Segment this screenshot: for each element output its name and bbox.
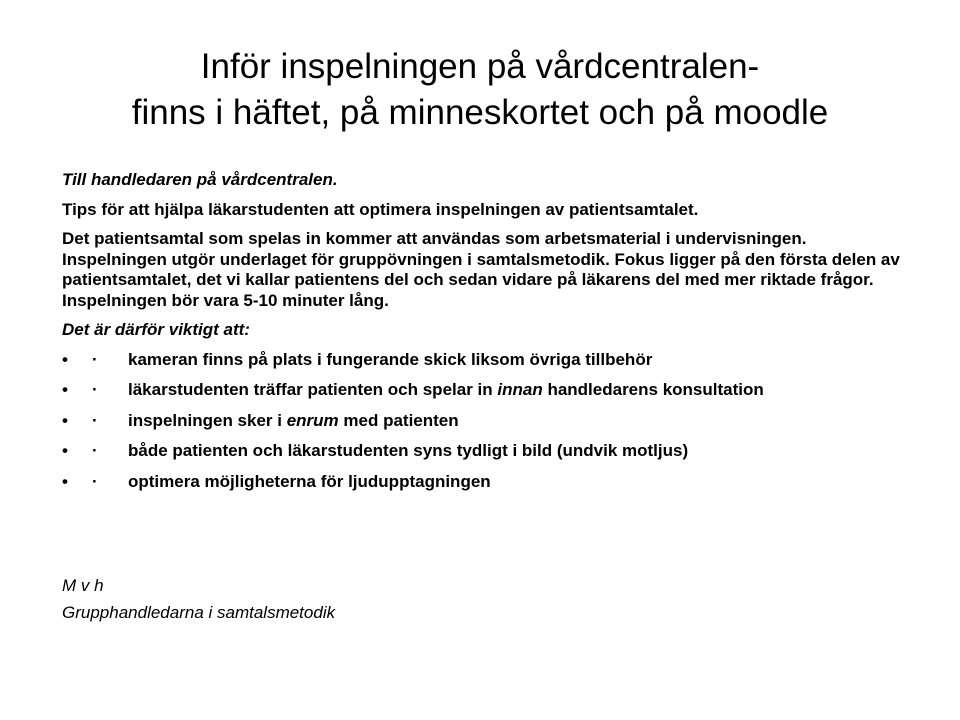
checklist-emphasis: enrum — [286, 410, 339, 430]
signoff — [62, 574, 335, 628]
important-heading: Det är därför viktigt att: — [62, 320, 250, 339]
signoff-signature: Grupphandledarna i samtalsmetodik — [62, 603, 336, 622]
checklist-emphasis: innan — [497, 380, 543, 399]
checklist-text: optimera möjligheterna för ljudupptagningen — [128, 471, 491, 491]
title-line-1: Inför inspelningen på vårdcentralen- — [200, 47, 760, 86]
slide-title — [60, 44, 900, 136]
checklist-text-end: med patienten — [338, 410, 459, 430]
intro-paragraph: Det patientsamtal som spelas in kommer att användas som arbetsmaterial i undervisningen. Inspelningen utgör underlaget för gruppövningen i samtalsmetodik. Fokus ligger på den första delen av patientsamtalet, det vi kallar patientens del och sedan vidare på läkarens del med mer riktade frågor. Inspelningen bör vara 5-10 minuter lång. — [62, 229, 900, 310]
bullet-icon: • — [62, 410, 68, 430]
title-line-2: finns i häftet, på minneskortet och på moodle — [131, 93, 829, 132]
checklist-item — [62, 472, 912, 493]
slide-body — [62, 170, 912, 502]
checklist-item — [62, 441, 912, 462]
inner-bullet-icon: · — [92, 471, 98, 491]
checklist — [62, 350, 912, 493]
inner-bullet-icon: · — [92, 380, 98, 399]
tips-text: Tips för att hjälpa läkarstudenten att optimera inspelningen av patientsamtalet. — [62, 199, 699, 219]
checklist-item — [62, 380, 912, 401]
checklist-item — [62, 350, 912, 371]
checklist-text: kameran finns på plats i fungerande skick liksom övriga tillbehör — [128, 349, 653, 369]
bullet-icon: • — [62, 471, 68, 491]
greeting-text: Till handledaren på vårdcentralen. — [62, 170, 338, 189]
signoff-greeting: M v h — [62, 576, 104, 595]
inner-bullet-icon: · — [92, 441, 98, 460]
bullet-icon: • — [62, 441, 68, 460]
inner-bullet-icon: · — [92, 410, 98, 430]
checklist-text: både patienten och läkarstudenten syns tydligt i bild (undvik motljus) — [128, 441, 689, 460]
checklist-item — [62, 411, 912, 432]
bullet-icon: • — [62, 380, 68, 399]
bullet-icon: • — [62, 349, 68, 369]
checklist-text: inspelningen sker i — [128, 410, 287, 430]
checklist-text: läkarstudenten träffar patienten och spelar in — [128, 380, 498, 399]
inner-bullet-icon: · — [92, 349, 98, 369]
checklist-text-end: handledarens konsultation — [542, 380, 764, 399]
